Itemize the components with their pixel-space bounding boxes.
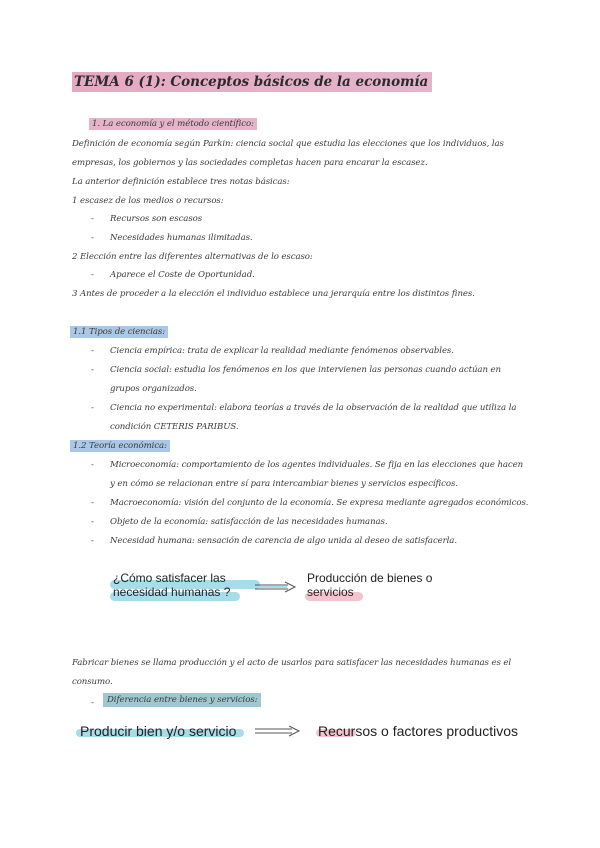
bullet-dash: - bbox=[91, 403, 94, 413]
bullet-dash: - bbox=[91, 698, 94, 708]
bullet-dash: - bbox=[91, 233, 94, 243]
diagram-1-answer-line-2: servicios bbox=[307, 585, 354, 599]
bullet-dash: - bbox=[91, 346, 94, 356]
difference-heading: Diferencia entre bienes y servicios: bbox=[103, 695, 261, 705]
science-type-item-cont: grupos organizados. bbox=[110, 384, 197, 394]
section-1-2-heading: 1.2 Teoría económica: bbox=[70, 441, 170, 451]
note-2-item: Aparece el Coste de Oportunidad. bbox=[110, 270, 255, 280]
science-type-item-cont: condición CETERIS PARIBUS. bbox=[110, 422, 239, 432]
definition-line-1: Definición de economía según Parkin: ciencia social que estudia las elecciones que los individuos, las bbox=[72, 139, 504, 149]
bullet-dash: - bbox=[91, 270, 94, 280]
theory-item: Necesidad humana: sensación de carencia de algo unida al deseo de satisfacerla. bbox=[110, 536, 457, 546]
science-type-item: Ciencia no experimental: elabora teorías a través de la observación de la realidad que utiliza la bbox=[110, 403, 517, 413]
production-line-1: Fabricar bienes se llama producción y el acto de usarlos para satisfacer las necesidades humanas es el bbox=[72, 658, 512, 668]
note-1-item: Recursos son escasos bbox=[110, 214, 203, 224]
science-type-item: Ciencia social: estudia los fenómenos en los que intervienen las personas cuando actúan en bbox=[110, 365, 501, 375]
arrow-icon bbox=[255, 581, 297, 593]
section-1-heading: 1. La economía y el método científico: bbox=[89, 119, 257, 129]
diagram-2-left: Producir bien y/o servicio bbox=[80, 723, 237, 739]
diagram-1-question-line-1: ¿Cómo satisfacer las bbox=[113, 571, 226, 585]
diagram-1-answer-line-1: Producción de bienes o bbox=[307, 571, 433, 585]
theory-item-cont: y en cómo se relacionan entre sí para intercambiar bienes y servicios específicos. bbox=[110, 479, 458, 489]
definition-line-2: empresas, los gobiernos y las sociedades completas hacen para encarar la escasez. bbox=[72, 158, 428, 168]
bullet-dash: - bbox=[91, 498, 94, 508]
science-type-item: Ciencia empírica: trata de explicar la realidad mediante fenómenos observables. bbox=[110, 346, 454, 356]
section-1-1-heading: 1.1 Tipos de ciencias: bbox=[70, 327, 168, 337]
bullet-dash: - bbox=[91, 460, 94, 470]
production-line-2: consumo. bbox=[72, 677, 113, 687]
diagram-1-question-line-2: necesidad humanas ? bbox=[113, 585, 231, 599]
note-3: 3 Antes de proceder a la elección el individuo establece una jerarquía entre los distintos fines. bbox=[72, 289, 475, 299]
bullet-dash: - bbox=[91, 517, 94, 527]
diagram-2-right: Recursos o factores productivos bbox=[318, 723, 518, 739]
notes-intro: La anterior definición establece tres notas básicas: bbox=[72, 177, 290, 187]
bullet-dash: - bbox=[91, 214, 94, 224]
bullet-dash: - bbox=[91, 365, 94, 375]
note-1: 1 escasez de los medios o recursos: bbox=[72, 196, 224, 206]
bullet-dash: - bbox=[91, 536, 94, 546]
theory-item: Objeto de la economía: satisfacción de las necesidades humanas. bbox=[110, 517, 388, 527]
note-2: 2 Elección entre las diferentes alternativas de lo escaso: bbox=[72, 252, 313, 262]
arrow-icon bbox=[255, 725, 301, 737]
theory-item: Macroeconomía: visión del conjunto de la economía. Se expresa mediante agregados económicos. bbox=[110, 498, 529, 508]
note-1-item: Necesidades humanas ilimitadas. bbox=[110, 233, 253, 243]
page-title: TEMA 6 (1): Conceptos básicos de la economía bbox=[72, 72, 432, 92]
theory-item: Microeconomía: comportamiento de los agentes individuales. Se fija en las elecciones que hacen bbox=[110, 460, 524, 470]
